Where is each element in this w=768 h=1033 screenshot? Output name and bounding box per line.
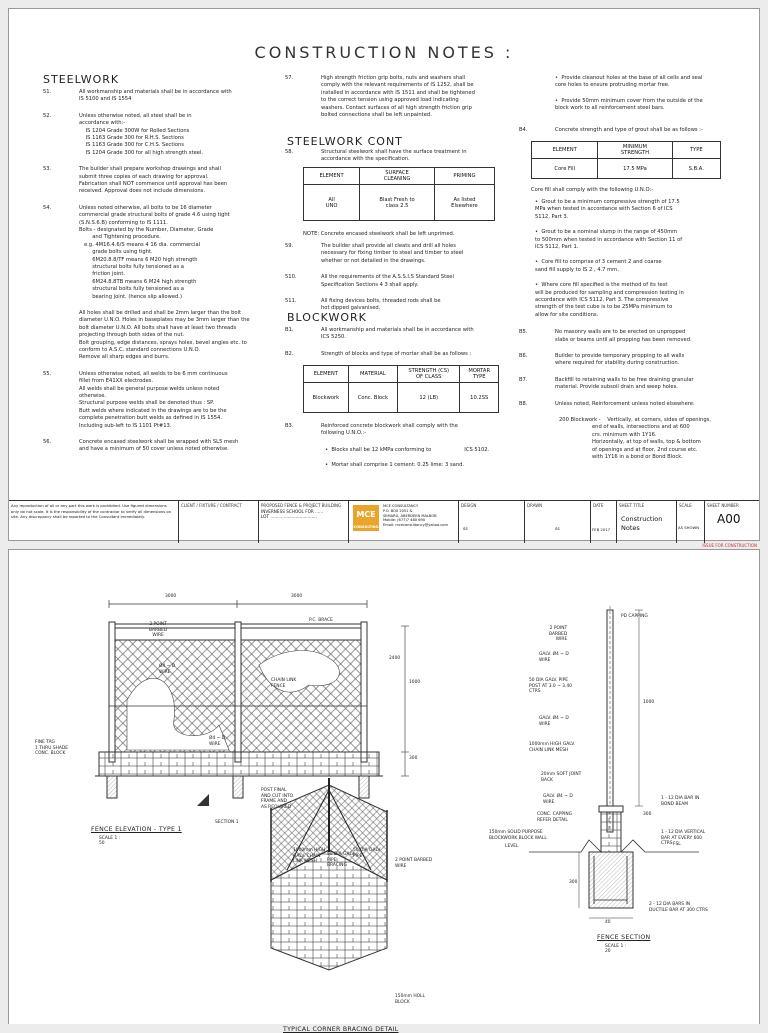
note-number: 59. <box>285 243 294 249</box>
project-lines: INVERNESS SCHOOL FOR ...... LOT ................................... <box>261 508 324 519</box>
table-note: NOTE: Concrete encased steelwork shall be left unprimed. <box>303 231 455 237</box>
dim-label: 2400 <box>389 656 401 661</box>
note-item <box>519 377 739 392</box>
table-cell: Conc. Block <box>348 383 397 413</box>
note-text: All workmanship and materials shall be in accordance with ICS 5250. <box>321 327 474 341</box>
annotation: 1 - 12 DIA BAR IN BOND BEAM <box>661 796 700 807</box>
b8-detail: 200 Blockwork - Vertically, at corners, sides of openings, end of walls, intersections and at 600 crs. minimum with 1Y16. Horizontally, at top of walls, top & bottom of openings and at floor, 2nd course etc. with 1Y16 in a bond or Bond Block. <box>559 416 711 461</box>
annotation: GALV. Ø4 ~ D WIRE <box>539 716 569 727</box>
blockwork-heading: BLOCKWORK <box>287 311 367 324</box>
note-item <box>43 310 263 362</box>
table-cell: 17.5 MPa <box>598 159 672 179</box>
logo-text: MCE <box>356 510 376 519</box>
note-text: Structural steelwork shall have the surface treatment in accordance with the specification. <box>321 149 467 163</box>
scale-value: AS SHOWN <box>678 525 700 530</box>
construction-notes-sheet <box>8 8 760 548</box>
section-caption: FENCE SECTION <box>597 934 651 941</box>
annotation: 2 - 12 DIA BARS IN DUCTILE BAR AT 300 CTRS <box>649 902 708 913</box>
annotation: P.C. BRACE <box>309 618 333 623</box>
grout-table <box>531 141 721 179</box>
note-item <box>519 127 739 134</box>
note-number: 54. <box>43 204 52 211</box>
bullet-item: • Provide 50mm minimum cover from the outside of the block work to all reinforcement steel bars. <box>555 97 703 112</box>
dim-label: 300 <box>643 812 652 817</box>
section-scale: SCALE 1 : 20 <box>605 944 627 954</box>
annotation: 1000mm HIGH GALV. CHAIN LINK MESH <box>529 742 576 753</box>
bullet-item: • Blocks shall be 12 kMPa conforming to ICS 5102. <box>325 447 490 453</box>
blockwork-notes <box>285 327 505 367</box>
note-item <box>285 75 505 119</box>
title-block <box>9 500 759 543</box>
company-details: MCE CONSULTANCY P.O. BOX 2051 & SEMARU, ABERDEEN MALBOB Mobile: (677)7 480 690 Email: mceconsultancy@yahoo.com <box>383 504 448 528</box>
design-box <box>459 501 525 543</box>
note-item <box>519 401 739 408</box>
dim-label: 3000 <box>165 594 177 599</box>
note-text: Backfill to retaining walls to be free draining granular material. Provide subsoil drain and weep holes. <box>555 376 694 391</box>
note-number: 511. <box>285 298 297 304</box>
note-item <box>43 439 263 454</box>
steelwork-heading: STEELWORK <box>43 73 120 86</box>
disclaimer-text: Any reproduction of all or any part this work is prohibited. Use figured dimensions only do not scale. It is the responsibility of the contractor to verify all dimensions on site. Any discrepancy shall be reported to the Consultant immediately. <box>11 503 172 519</box>
table-cell: 10.2SS <box>460 383 499 413</box>
drawn-label: DRAWN <box>527 503 543 508</box>
design-value: ss <box>463 527 468 532</box>
note-item <box>285 274 505 289</box>
annotation: LEVEL <box>505 844 519 849</box>
drawn-box <box>525 501 591 543</box>
sheet-title-label: SHEET TITLE <box>619 503 645 508</box>
sheet-number-label: SHEET NUMBER <box>707 503 739 508</box>
table-header: MORTAR TYPE <box>460 366 499 383</box>
note-item <box>285 149 505 164</box>
sheet-title-box <box>617 501 677 543</box>
note-number: B7. <box>519 376 528 383</box>
block-strength-table <box>303 365 499 413</box>
table-cell: S.B.A. <box>672 159 720 179</box>
table-cell: Core Fill <box>532 159 598 179</box>
table-header: ELEMENT <box>532 142 598 159</box>
annotation: 50 DIA GALV. PIPE BRACING <box>327 852 356 869</box>
note-text: Strength of blocks and type of mortar shall be as follows : <box>321 350 472 357</box>
bullet-item: • Core fill to comprise of 3 cement 2 and coarse sand fill supply to IS 2 , 4.7 mm. <box>535 259 662 273</box>
annotation: POST FINAL AND CUT INTO FRAME AND AS REQUIRED <box>261 788 294 810</box>
annotation: 50 DIA GALV PIPE <box>353 848 381 859</box>
project-box <box>259 501 349 543</box>
date-box <box>591 501 617 543</box>
sheet-title-value: Construction Notes <box>621 515 663 532</box>
note-text: Reinforced concrete blockwork shall comply with the following U.N.O.:- <box>321 423 458 437</box>
core-fill-intro: Core fill shall comply with the following U.N.O:- <box>531 187 654 193</box>
client-box <box>179 501 259 543</box>
surface-treatment-table <box>303 167 495 221</box>
annotation: FINE TAG 1 THRU SHADE CONC. BLOCK <box>35 740 69 757</box>
section-tag: SECTION 1 <box>215 820 239 825</box>
steelwork-cont-heading: STEELWORK CONT <box>287 135 403 148</box>
table-header: ELEMENT <box>304 168 360 185</box>
note-text: The builder shall provide all cleats and drill all holes necessary for fixing timber to steel and timber to steel whether or not detailed in the drawings. <box>321 243 464 264</box>
note-number: B6. <box>519 352 528 359</box>
annotation: 2 POINT BARBED WIRE <box>549 626 568 643</box>
fence-elevation <box>95 600 409 806</box>
note-item <box>285 351 505 358</box>
annotation: 1000mm HIGH GALV. CHAIN LINK MESH <box>293 848 326 865</box>
table-header: PRIMING <box>434 168 494 185</box>
table-header: SURFACE CLEANING <box>360 168 435 185</box>
note-text: Unless noted, Reinforcement unless noted elsewhere: <box>555 400 695 407</box>
note-number: B1. <box>285 327 294 333</box>
note-item <box>43 205 263 301</box>
dim-label: 300 <box>409 756 418 761</box>
design-label: DESIGN <box>461 503 477 508</box>
drawn-value: ss <box>555 527 560 532</box>
sheet-number: A00 <box>717 512 741 526</box>
note-text: All fixing devices bolts, threaded rods shall be hot dipped galvanised. <box>321 298 441 312</box>
note-number: 510. <box>285 274 297 281</box>
note-number: B2. <box>285 350 294 357</box>
steelwork-notes <box>43 89 263 463</box>
corner-caption: TYPICAL CORNER BRACING DETAIL <box>283 1026 399 1033</box>
note-text: Concrete strength and type of grout shall be as follows :- <box>555 126 703 133</box>
dim-label: 40 <box>605 920 611 925</box>
table-header: STRENGTH (CS) OF CLASS <box>397 366 459 383</box>
elevation-caption: FENCE ELEVATION - TYPE 1 <box>91 826 182 833</box>
annotation: 2 POINT BARBED WIRE <box>395 858 433 869</box>
annotation: CONC. CAPPING REFER DETAIL <box>537 812 573 823</box>
note-text: Unless otherwise noted, all welds to be 6 mm continuous fillet from E41XX electrodes. All welds shall be general purpose welds unless noted otherwise. Structural purpose welds shall be denoted thus : SP. Butt welds where indicated in the drawings are to be the complete penetration butt welds as defined in IS 1554. Including sub-left to IS 1101 Pt#13. <box>79 370 228 429</box>
note-number: 57. <box>285 75 294 81</box>
note-text: Unless noted otherwise, all bolts to be 16 diameter commercial grade structural bolts of grade 4.6 using tight (S.N.S.6.B) conforming to IS 1111. Bolts - designated by the Number, Diameter, Grade and Tightening procedure. e.g. 4M16.4.6/S means 4 16 dia. commercial grade bolts using tight. 6M20.8.8/TF means 6 M20 high strength structural bolts fully tensioned as a friction joint. 6M24.8.8TB means 6 M24 high strength structural bolts fully tensioned as a bearing joint. (hence slip allowed.) <box>79 204 230 300</box>
logo-sub: CONSULTING <box>353 525 379 529</box>
sheet-title: CONSTRUCTION NOTES : <box>254 43 514 62</box>
note-number: 53. <box>43 166 52 173</box>
annotation: 150mm SOLID PURPOSE BLOCKWORK BLOCK WALL <box>489 830 547 841</box>
steelwork-note-57 <box>285 75 505 128</box>
table-cell: Blast Fresh to class 2.5 <box>360 185 435 221</box>
note-text: No masonry walls are to be erected on unpropped slabs or beams until all propping has been removed. <box>555 329 692 343</box>
note-number: B5. <box>519 329 528 336</box>
dim-label: 300 <box>569 880 578 885</box>
annotation: CHAIN LINK FENCE <box>271 678 297 689</box>
table-cell: 12 (LB) <box>397 383 459 413</box>
fence-drawings <box>9 550 761 1025</box>
note-item <box>43 371 263 430</box>
table-header: MATERIAL <box>348 366 397 383</box>
bullet-item: • Grout to be a nominal slump in the range of 450mm to 500mm when tested in accordance with Section 11 of ICS 5112, Part 1. <box>535 229 683 250</box>
annotation: Ø4 ~ D WIRE <box>159 664 176 675</box>
note-item <box>285 327 505 342</box>
blockwork-notes-2 <box>285 423 505 469</box>
bullet-item: • Provide cleanout holes at the base of all cells and seal core holes to ensure protruding mortar free. <box>555 75 703 89</box>
note-item <box>43 113 263 157</box>
date-label: DATE <box>593 503 604 508</box>
annotation: 2 POINT BARBED WIRE <box>149 622 168 639</box>
date-value: FEB 2017 <box>592 527 611 532</box>
note-number: B4. <box>519 126 528 133</box>
dim-label: 1000 <box>643 700 655 705</box>
table-header: TYPE <box>672 142 720 159</box>
annotation: 150mm HOLL BLOCK <box>395 994 425 1005</box>
client-label: CLIENT / FIXTURE / CONTRACT <box>181 503 242 508</box>
note-text: All holes shall be drilled and shall be 2mm larger than the bolt diameter U.N.O. Holes in baseplates may be 3mm larger than the bolt diameter U.N.O. All bolts shall have at least two threads projecting through both sides of the nut. Bolt grouping, edge distances, sprays holes, bevel angles etc. to conform to A.S.C. standard connections U.N.O. Remove all sharp edges and burrs. <box>79 310 250 361</box>
company-box <box>349 501 459 543</box>
note-number: 55. <box>43 370 52 377</box>
annotation: GALV. Ø4 ~ D WIRE <box>539 652 569 663</box>
note-text: High strength friction grip bolts, nuts and washers shall comply with the relevant requirements of IS 1252, shall be installed in accordance with IS 1511 and shall be tightened to the correct tension using approved load indicating washers. Contact surfaces of all high strength friction grip bolted connections shall be left unpainted. <box>321 75 475 119</box>
note-item <box>43 166 263 196</box>
annotation: 20mm SOFT JOINT BACK <box>541 772 582 783</box>
note-item <box>519 329 739 344</box>
fence-details-sheet <box>8 549 760 1033</box>
dim-label: 3000 <box>291 594 303 599</box>
note-number: B8. <box>519 400 528 407</box>
sheet-number-box <box>705 501 761 543</box>
steelwork-cont-notes-2 <box>285 243 505 322</box>
note-text: All workmanship and materials shall be in accordance with IS 5100 and IS 1554 <box>79 89 232 103</box>
scale-box <box>677 501 705 543</box>
table-cell: As listed Elsewhere <box>434 185 494 221</box>
dim-label: 1000 <box>409 680 421 685</box>
annotation: GALV. Ø4 ~ D WIRE <box>543 794 573 805</box>
note-item <box>285 423 505 438</box>
scale-label: SCALE <box>679 503 692 508</box>
table-header: MINIMUM STRENGTH <box>598 142 672 159</box>
table-cell: Blockwork <box>304 383 349 413</box>
annotation: FSL <box>673 842 681 847</box>
note-text: All the requirements of the A.S.S.I.S Standard Steel Specification Sections 4 3 shall apply. <box>321 274 454 288</box>
note-text: Unless otherwise noted, all steel shall be in accordance with:- IS 1204 Grade 300W for Rolled Sections IS 1163 Grade 300 for R.H.S. Sections IS 1163 Grade 300 for C.H.S. Sections IS 1204 Grade 300 for all high strength steel. <box>79 112 204 156</box>
annotation: PD CAPPING <box>621 614 648 619</box>
table-cell: All UNO <box>304 185 360 221</box>
bullet-item: • Where core fill specified is the method of its test will be produced for sampling and compression testing in accordance with ICS 5112, Part 3. The compressive strength of the test cube is to be 25MPa minimum to allow for site conditions. <box>535 282 684 318</box>
project-label: PROPOSED FENCE & PROJECT BUILDING <box>261 503 342 508</box>
note-item <box>519 353 739 368</box>
bullet-item: • Grout to be a minimum compressive strength of 17.5 MPa when tested in accordance with Section 6 of ICS 5112, Part 3. <box>535 199 680 220</box>
note-number: 56. <box>43 439 52 445</box>
note-number: 52. <box>43 112 52 119</box>
blockwork-notes-3 <box>519 329 739 461</box>
note-text: Builder to provide temporary propping to all walls where required for stability during construction. <box>555 352 685 367</box>
note-number: 51. <box>43 89 52 95</box>
annotation: 50 DIA GALV. PIPE POST AT 3.0 ~ 3.40 CTRS <box>529 678 572 695</box>
note-number: B3. <box>285 423 294 429</box>
elevation-scale: SCALE 1 : 50 <box>99 836 121 846</box>
annotation: Ø4 ~ D WIRE <box>209 736 226 747</box>
bullet-item: • Mortar shall comprise 1 cement: 0.25 lime: 3 sand. <box>325 462 465 469</box>
table-header: ELEMENT <box>304 366 349 383</box>
annotation: 1 - 12 DIA VERTICAL BAR AT EVERY 600 CTRS <box>661 830 706 847</box>
company-logo <box>353 505 379 531</box>
note-item <box>285 243 505 265</box>
note-number: 58. <box>285 149 294 155</box>
note-item <box>43 89 263 104</box>
note-text: Concrete encased steelwork shall be wrapped with SL5 mesh and have a minimum of 50 cover unless noted otherwise. <box>79 439 239 453</box>
disclaimer <box>9 501 179 543</box>
note-text: The builder shall prepare workshop drawings and shall submit three copies of each drawing for approval. Fabrication shall NOT commence until approval has been received. Approval does not include dimensions. <box>79 166 228 195</box>
issue-stamp: ISSUE FOR CONSTRUCTION <box>702 543 757 548</box>
